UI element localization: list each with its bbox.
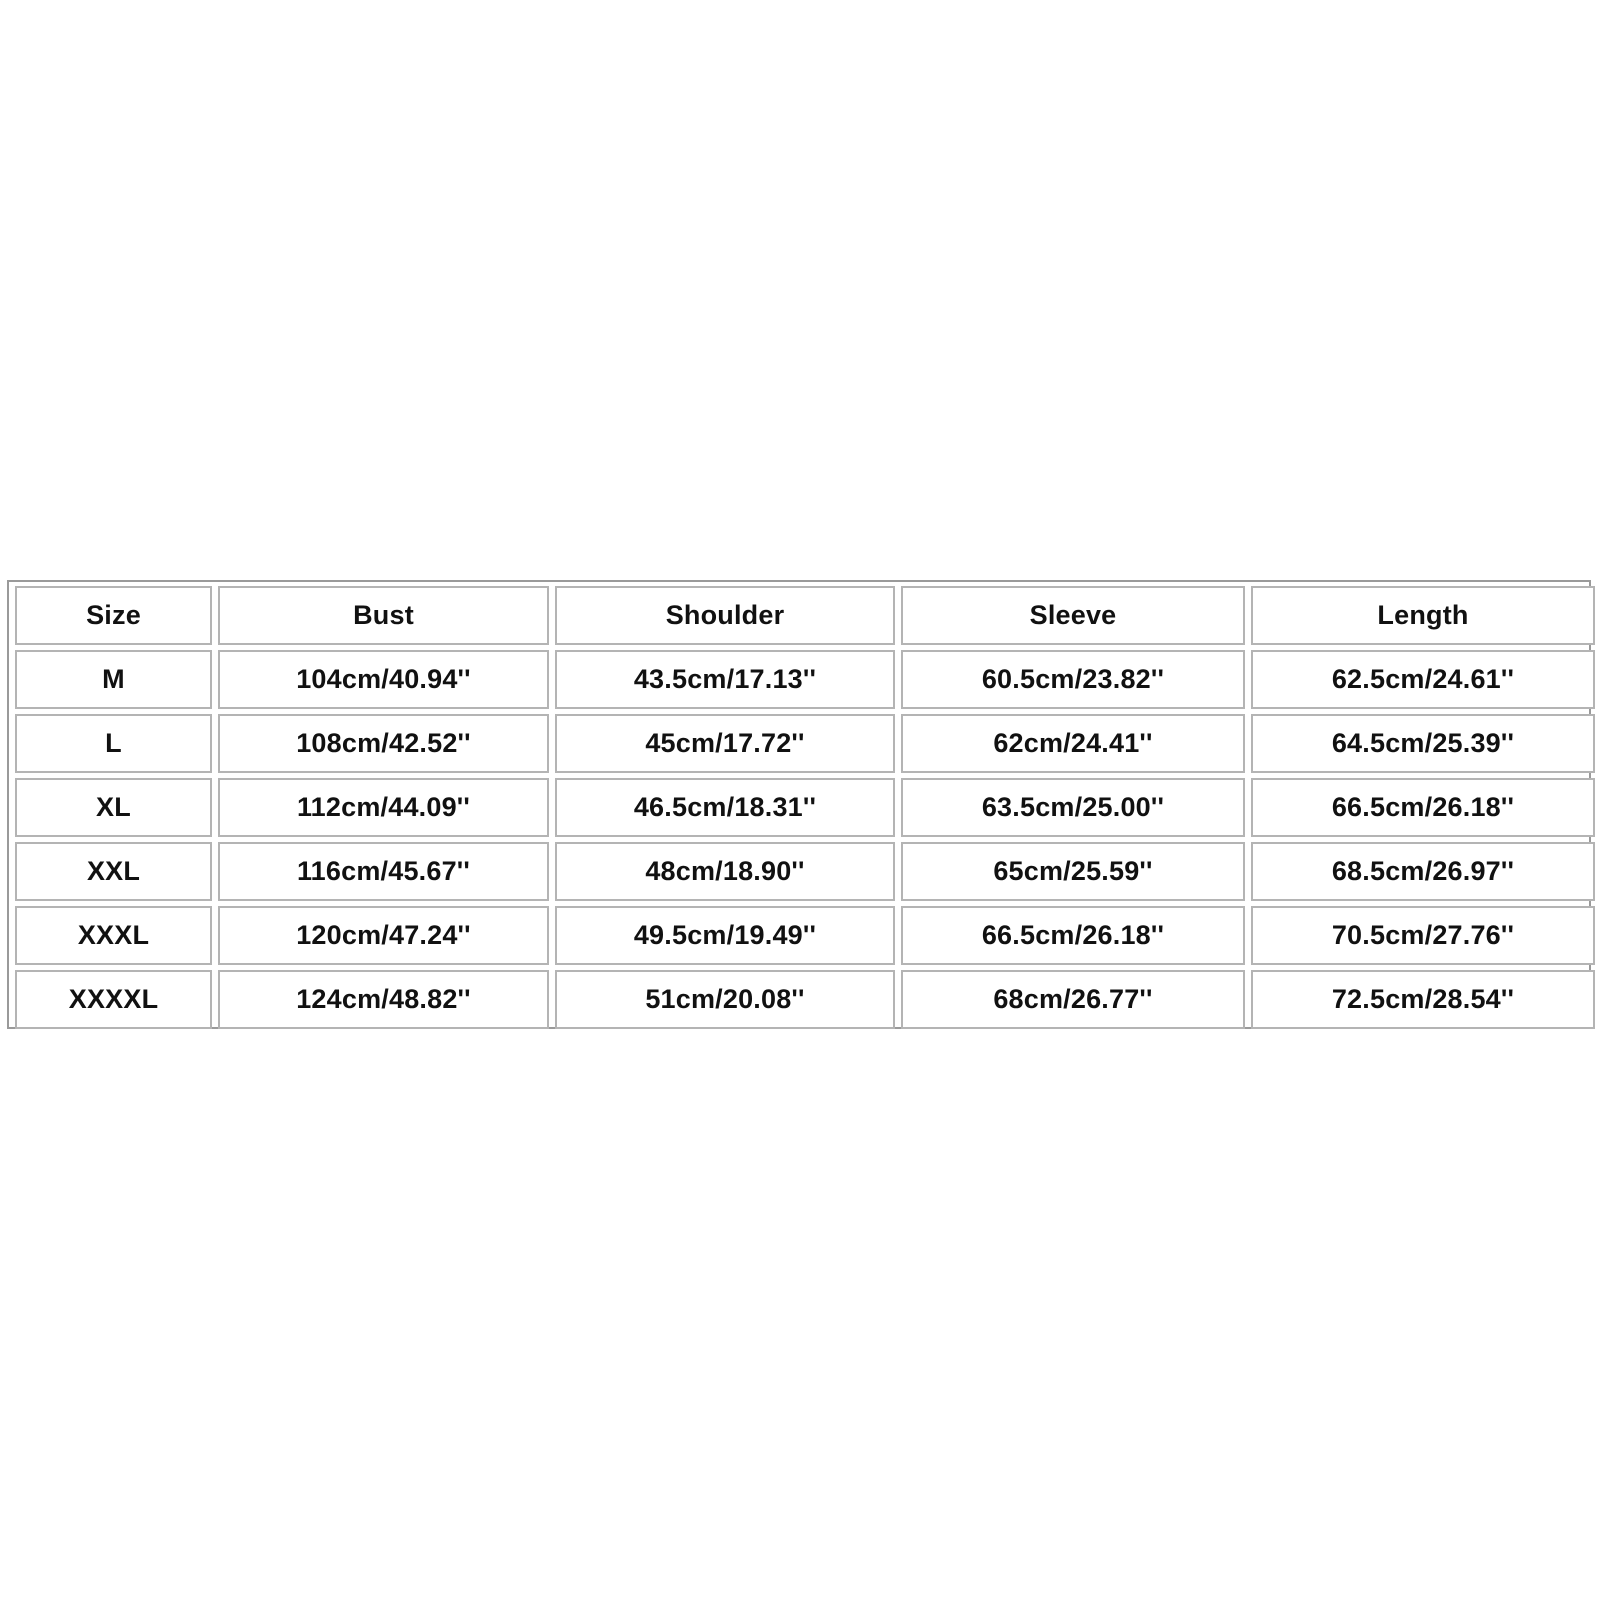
size-cell: XXL	[15, 842, 212, 901]
sleeve-cell: 62cm/24.41''	[901, 714, 1245, 773]
column-header-size: Size	[15, 586, 212, 645]
bust-cell: 120cm/47.24''	[218, 906, 549, 965]
size-cell: XXXXL	[15, 970, 212, 1029]
sleeve-cell: 66.5cm/26.18''	[901, 906, 1245, 965]
sleeve-cell: 68cm/26.77''	[901, 970, 1245, 1029]
length-cell: 64.5cm/25.39''	[1251, 714, 1595, 773]
table-row	[15, 906, 1595, 965]
sleeve-cell: 60.5cm/23.82''	[901, 650, 1245, 709]
table-row	[15, 970, 1595, 1029]
length-cell: 68.5cm/26.97''	[1251, 842, 1595, 901]
column-header-sleeve: Sleeve	[901, 586, 1245, 645]
shoulder-cell: 45cm/17.72''	[555, 714, 895, 773]
table-header-row	[15, 586, 1595, 645]
size-chart-table	[9, 581, 1600, 1034]
shoulder-cell: 51cm/20.08''	[555, 970, 895, 1029]
size-cell: XXXL	[15, 906, 212, 965]
shoulder-cell: 48cm/18.90''	[555, 842, 895, 901]
shoulder-cell: 49.5cm/19.49''	[555, 906, 895, 965]
size-cell: XL	[15, 778, 212, 837]
length-cell: 70.5cm/27.76''	[1251, 906, 1595, 965]
bust-cell: 116cm/45.67''	[218, 842, 549, 901]
table-row	[15, 714, 1595, 773]
table-row	[15, 842, 1595, 901]
bust-cell: 124cm/48.82''	[218, 970, 549, 1029]
shoulder-cell: 46.5cm/18.31''	[555, 778, 895, 837]
bust-cell: 108cm/42.52''	[218, 714, 549, 773]
size-chart	[7, 580, 1591, 1029]
bust-cell: 104cm/40.94''	[218, 650, 549, 709]
length-cell: 72.5cm/28.54''	[1251, 970, 1595, 1029]
bust-cell: 112cm/44.09''	[218, 778, 549, 837]
sleeve-cell: 63.5cm/25.00''	[901, 778, 1245, 837]
table-row	[15, 778, 1595, 837]
shoulder-cell: 43.5cm/17.13''	[555, 650, 895, 709]
column-header-shoulder: Shoulder	[555, 586, 895, 645]
size-cell: L	[15, 714, 212, 773]
size-cell: M	[15, 650, 212, 709]
length-cell: 66.5cm/26.18''	[1251, 778, 1595, 837]
table-row	[15, 650, 1595, 709]
length-cell: 62.5cm/24.61''	[1251, 650, 1595, 709]
column-header-length: Length	[1251, 586, 1595, 645]
column-header-bust: Bust	[218, 586, 549, 645]
sleeve-cell: 65cm/25.59''	[901, 842, 1245, 901]
